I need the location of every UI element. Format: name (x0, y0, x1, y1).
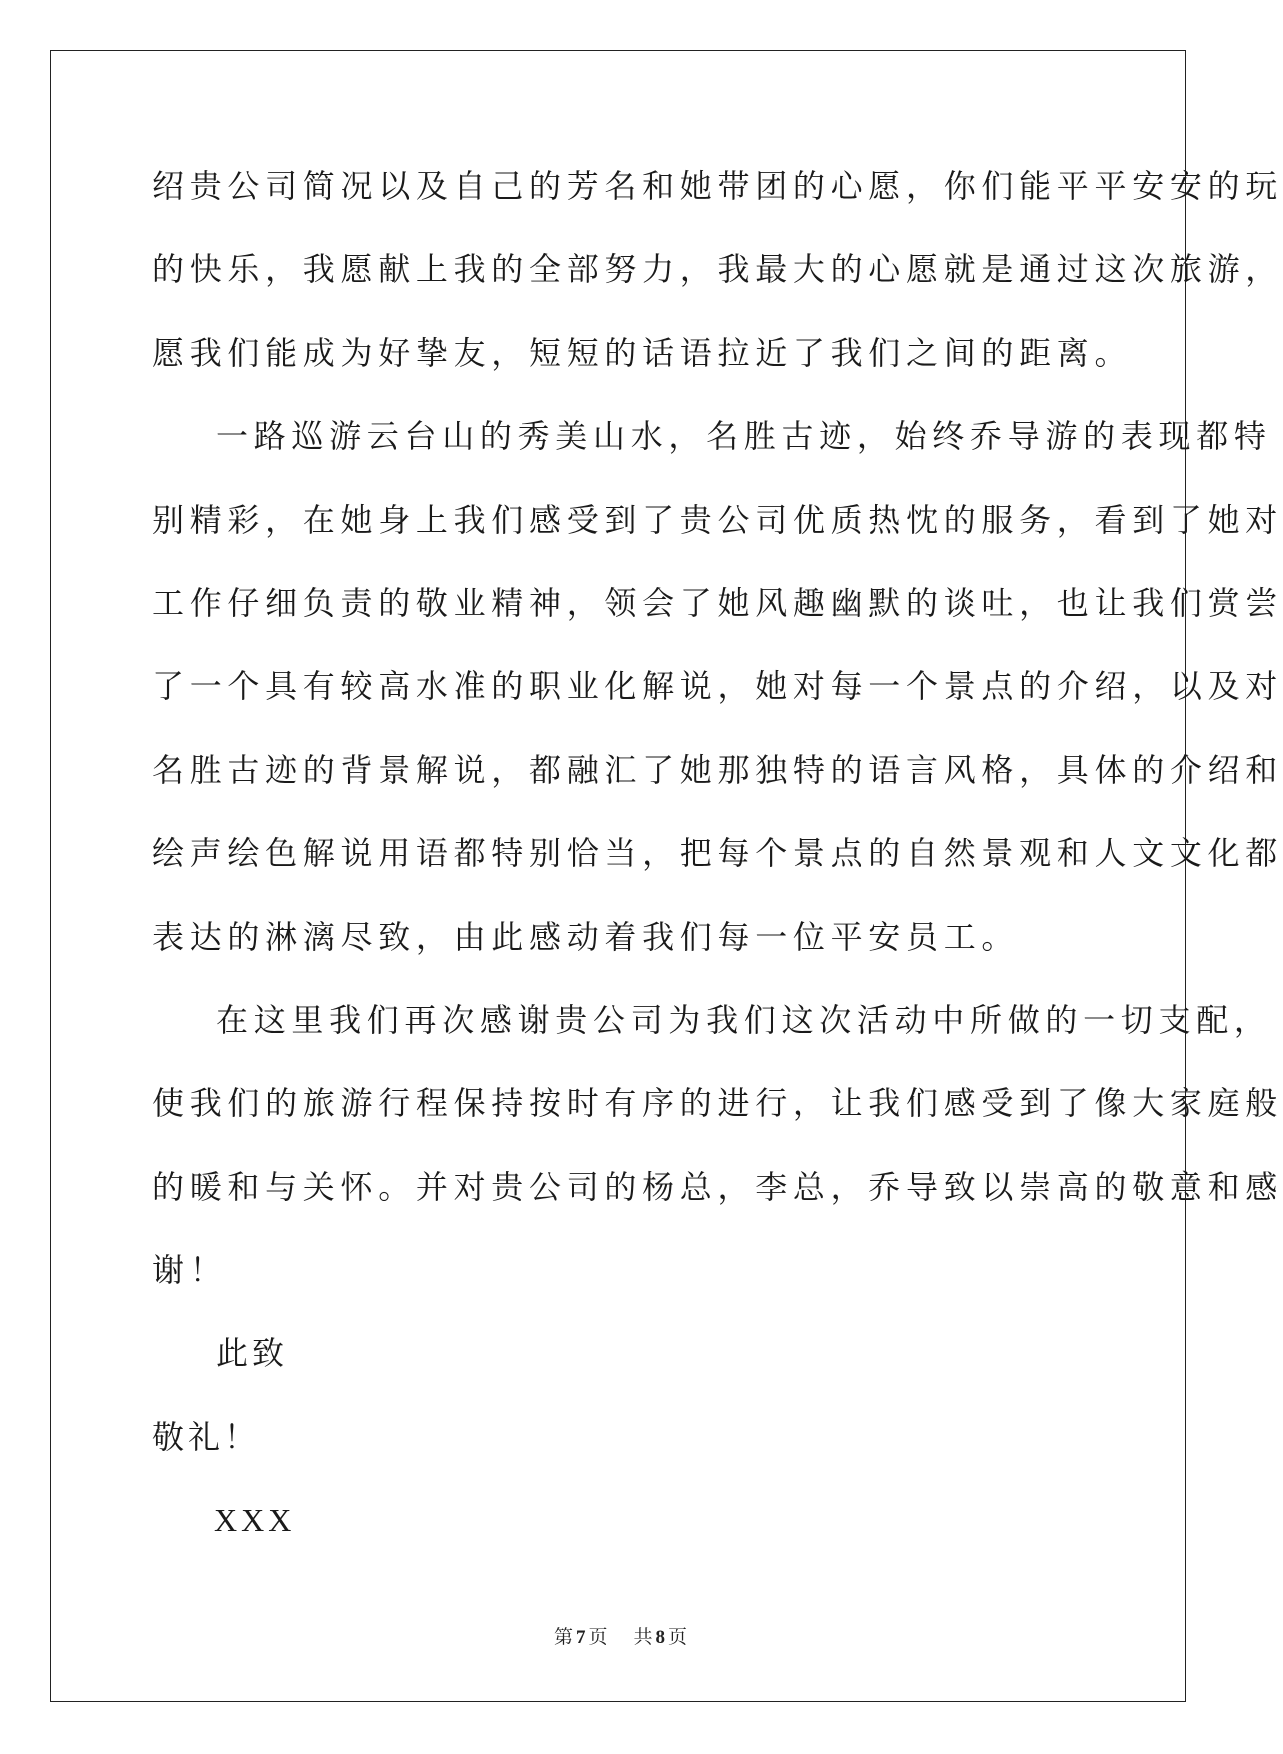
letter-body (152, 160, 1283, 1578)
page-suffix: 页 (588, 1627, 608, 1648)
paragraph-start-line: 一路巡游云台山的秀美山水，名胜古迹，始终乔导游的表现都特 (216, 417, 1272, 456)
page-prefix: 第 (553, 1627, 573, 1648)
body-line: 工作仔细负责的敬业精神，领会了她风趣幽默的谈吐，也让我们赏尝 (152, 583, 1283, 622)
body-line: 愿我们能成为好挚友，短短的话语拉近了我们之间的距离。 (152, 333, 1133, 372)
body-line: 了一个具有较高水准的职业化解说，她对每一个景点的介绍，以及对 (152, 667, 1283, 706)
paragraph-start-line: 在这里我们再次感谢贵公司为我们这次活动中所做的一切支配， (216, 1000, 1272, 1039)
regards-text: 敬礼！ (152, 1417, 261, 1456)
body-line: 名胜古迹的背景解说，都融汇了她那独特的语言风格，具体的介绍和 (152, 750, 1283, 789)
body-line: 使我们的旅游行程保持按时有序的进行，让我们感受到了像大家庭般 (152, 1084, 1283, 1123)
signature-text: XXX (214, 1502, 296, 1539)
page-number-footer (0, 1622, 1241, 1649)
current-page-number: 7 (575, 1627, 586, 1648)
letter-closing (152, 1327, 1092, 1577)
body-line: 的快乐，我愿献上我的全部努力，我最大的心愿就是通过这次旅游， (152, 250, 1283, 289)
body-line: 别精彩，在她身上我们感受到了贵公司优质热忱的服务，看到了她对 (152, 500, 1283, 539)
body-line: 绍贵公司简况以及自己的芳名和她带团的心愿，你们能平平安安的玩 (152, 167, 1283, 205)
body-line: 绘声绘色解说用语都特别恰当，把每个景点的自然景观和人文文化都 (152, 834, 1283, 873)
salutation-text: 此致 (216, 1334, 289, 1373)
body-line: 表达的淋漓尽致，由此感动着我们每一位平安员工。 (152, 917, 1020, 956)
body-line: 的暖和与关怀。并对贵公司的杨总，李总，乔导致以崇高的敬意和感 (152, 1167, 1283, 1206)
body-line: 谢！ (152, 1251, 228, 1290)
total-prefix: 共 (633, 1627, 653, 1648)
total-suffix: 页 (668, 1627, 688, 1648)
total-page-number: 8 (655, 1627, 666, 1648)
